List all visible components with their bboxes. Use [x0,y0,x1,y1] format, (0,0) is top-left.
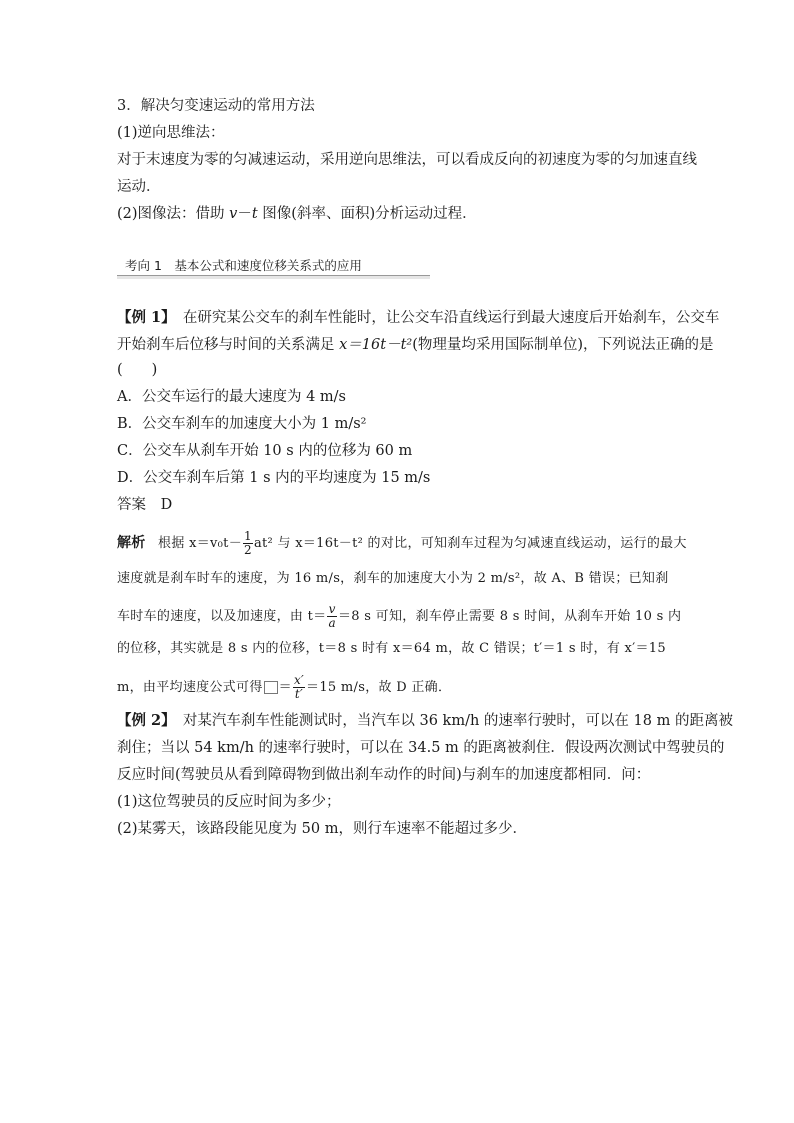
option-d: D．公交车刹车后第 1 s 内的平均速度为 15 m/s [117,470,431,486]
option-c: C．公交车从刹车开始 10 s 内的位移为 60 m [117,443,413,459]
analysis-label: 解析 [117,535,146,551]
method2-line [117,204,477,224]
analysis-text-1b: at² 与 x＝16t－t² 的对比，可知刹车过程为匀减速直线运动，运行的最大 [253,536,687,551]
analysis-text-3a: 车时车的速度，以及加速度，由 t＝ [117,609,327,624]
example2-line1 [117,711,733,731]
example2-text-1: 对某汽车刹车性能测试时，当汽车以 36 km/h 的速率行驶时，可以在 18 m 的距离被 [168,713,733,729]
fraction-v-over-a: $\frac{v}{a}$ [328,602,336,630]
topic-tag-bar [117,258,430,274]
analysis-text-5a: m，由平均速度公式可得 [117,680,263,695]
answer-line [117,495,172,515]
example2-question2: (2)某雾天，该路段能见度为 50 m，则行车速率不能超过多少． [117,821,527,837]
method2-text-a: (2)图像法：借助 [117,206,225,222]
method1-body-line2: 运动． [117,179,161,195]
method2-var-t: t [251,206,258,222]
example1-line2 [117,335,714,355]
topic-tag-shade [117,276,430,279]
analysis-line3 [117,603,681,630]
example1-text-2a: 开始刹车后位移与时间的关系满足 [117,337,340,353]
answer-label: 答案 [117,497,146,513]
example2-line2: 刹住；当以 54 km/h 的速率行驶时，可以在 34.5 m 的距离被刹住．假设两次测试中驾驶员的 [117,740,725,756]
option-a: A．公交车运行的最大速度为 4 m/s [117,389,346,405]
topic-tag-label: 考向 1 基本公式和速度位移关系式的应用 [125,258,362,273]
example2-question1: (1)这位驾驶员的反应时间为多少； [117,794,341,810]
fraction-one-half: $\frac{1}{2}$ [244,529,252,557]
analysis-line5 [117,674,451,701]
method2-text-b: 图像(斜率、面积)分析运动过程． [262,206,477,222]
method1-body-line1: 对于末速度为零的匀减速运动，采用逆向思维法，可以看成反向的初速度为零的匀加速直线 [117,152,697,168]
topic-tag-underline [117,275,430,276]
example1-formula: x＝16t－t² [339,337,413,353]
example2-label: 【例 2】 [117,712,169,729]
fraction-x-over-t: $\frac{x'}{t'}$ [293,673,305,701]
method2-dash: － [237,206,252,222]
example1-text-1: 在研究某公交车的刹车性能时，让公交车沿直线运行到最大速度后开始刹车，公交车 [168,310,720,326]
analysis-eq: ＝ [278,680,292,695]
analysis-text-5b: ＝15 m/s，故 D 正确． [306,680,452,695]
method1-title: (1)逆向思维法： [117,125,225,141]
example1-blank: ( ) [117,362,158,378]
example1-text-2b: (物理量均采用国际制单位)，下列说法正确的是 [412,337,714,353]
analysis-text-3b: ＝8 s 可知，刹车停止需要 8 s 时间，从刹车开始 10 s 内 [337,609,682,624]
example1-line1 [117,308,719,328]
analysis-line2: 速度就是刹车时车的速度，为 16 m/s，刹车的加速度大小为 2 m/s²，故 A、B 错误；已知刹 [117,571,669,586]
section-heading: 3．解决匀变速运动的常用方法 [117,98,315,114]
answer-value: D [160,497,173,513]
method2-var-v: v [229,206,238,222]
example1-label: 【例 1】 [117,309,169,326]
analysis-line1 [117,530,687,557]
example2-line3: 反应时间(驾驶员从看到障碍物到做出刹车动作的时间)与刹车的加速度都相同．问： [117,767,651,783]
option-b: B．公交车刹车的加速度大小为 1 m/s² [117,416,367,432]
analysis-line4: 的位移，其实就是 8 s 内的位移，t＝8 s 时有 x＝64 m，故 C 错误；t′＝1 s 时，有 x′＝15 [117,641,666,656]
analysis-text-1a: 根据 x＝v₀t－ [158,536,242,551]
average-velocity-symbol-icon [264,681,278,694]
